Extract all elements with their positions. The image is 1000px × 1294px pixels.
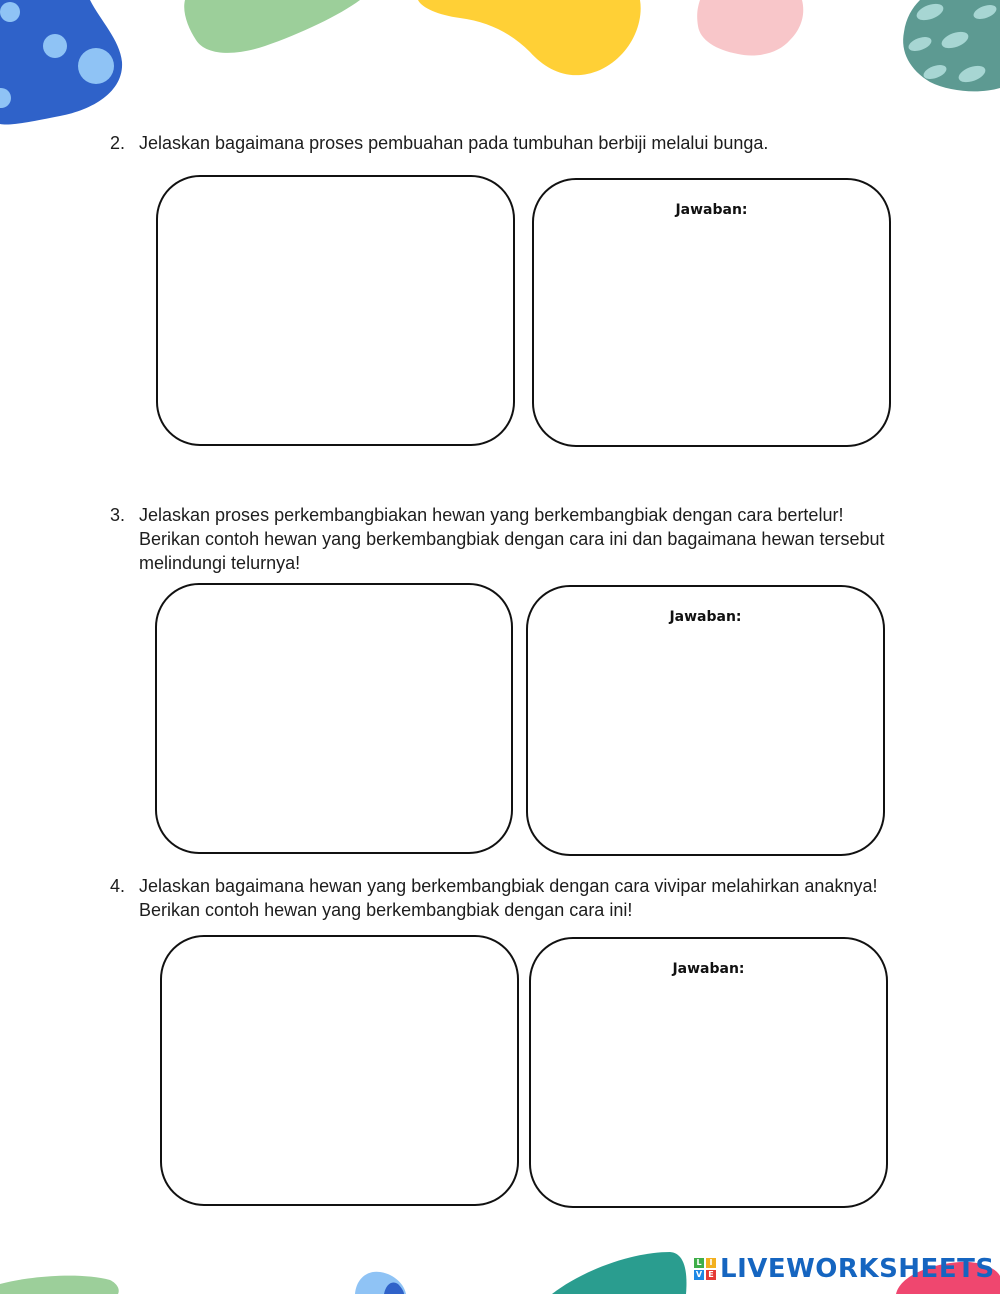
bottom-green-blob xyxy=(0,1276,119,1294)
question-text-line: Jelaskan proses perkembangbiakan hewan yang berkembangbiak dengan cara bertelur! xyxy=(139,505,844,525)
question-text-line: Jelaskan bagaimana hewan yang berkembangbiak dengan cara vivipar melahirkan anaknya! xyxy=(139,876,878,896)
drawing-box-q4[interactable] xyxy=(160,935,519,1206)
question-3 xyxy=(110,503,970,575)
bottom-teal-blob xyxy=(552,1252,686,1294)
blue-blob-dot xyxy=(43,34,67,58)
answer-label: Jawaban: xyxy=(675,202,748,218)
yellow-blob-shape xyxy=(418,0,641,75)
answer-label: Jawaban: xyxy=(669,609,742,625)
liveworksheets-wordmark: LIVEWORKSHEETS xyxy=(720,1254,995,1284)
pink-blob-shape xyxy=(697,0,803,55)
green-blob-shape xyxy=(184,0,360,53)
blue-blob-dot xyxy=(78,48,114,84)
logo-letter: V xyxy=(695,1270,703,1279)
answer-box-q4[interactable] xyxy=(529,937,888,1208)
liveworksheets-brand xyxy=(694,1253,995,1285)
question-2 xyxy=(110,131,970,155)
answer-box-q2[interactable] xyxy=(532,178,891,447)
answer-box-q3[interactable] xyxy=(526,585,885,856)
question-text-line: Berikan contoh hewan yang berkembangbiak dengan cara ini! xyxy=(139,900,633,920)
liveworksheets-logo-icon xyxy=(694,1258,716,1280)
blue-blob-dot xyxy=(0,2,20,22)
logo-letter: I xyxy=(706,1258,716,1268)
drawing-box-q3[interactable] xyxy=(155,583,513,854)
question-number: 2. xyxy=(110,133,126,153)
question-text-line: melindungi telurnya! xyxy=(139,553,301,573)
question-number: 4. xyxy=(110,876,126,896)
drawing-box-q2[interactable] xyxy=(156,175,515,446)
question-4 xyxy=(110,874,970,922)
answer-label: Jawaban: xyxy=(672,961,745,977)
logo-letter: E xyxy=(706,1270,716,1280)
question-text-line: Berikan contoh hewan yang berkembangbiak dengan cara ini dan bagaimana hewan tersebut xyxy=(139,529,885,549)
question-text-line: Jelaskan bagaimana proses pembuahan pada tumbuhan berbiji melalui bunga. xyxy=(139,133,769,153)
question-number: 3. xyxy=(110,505,126,525)
logo-letter: L xyxy=(694,1258,704,1268)
